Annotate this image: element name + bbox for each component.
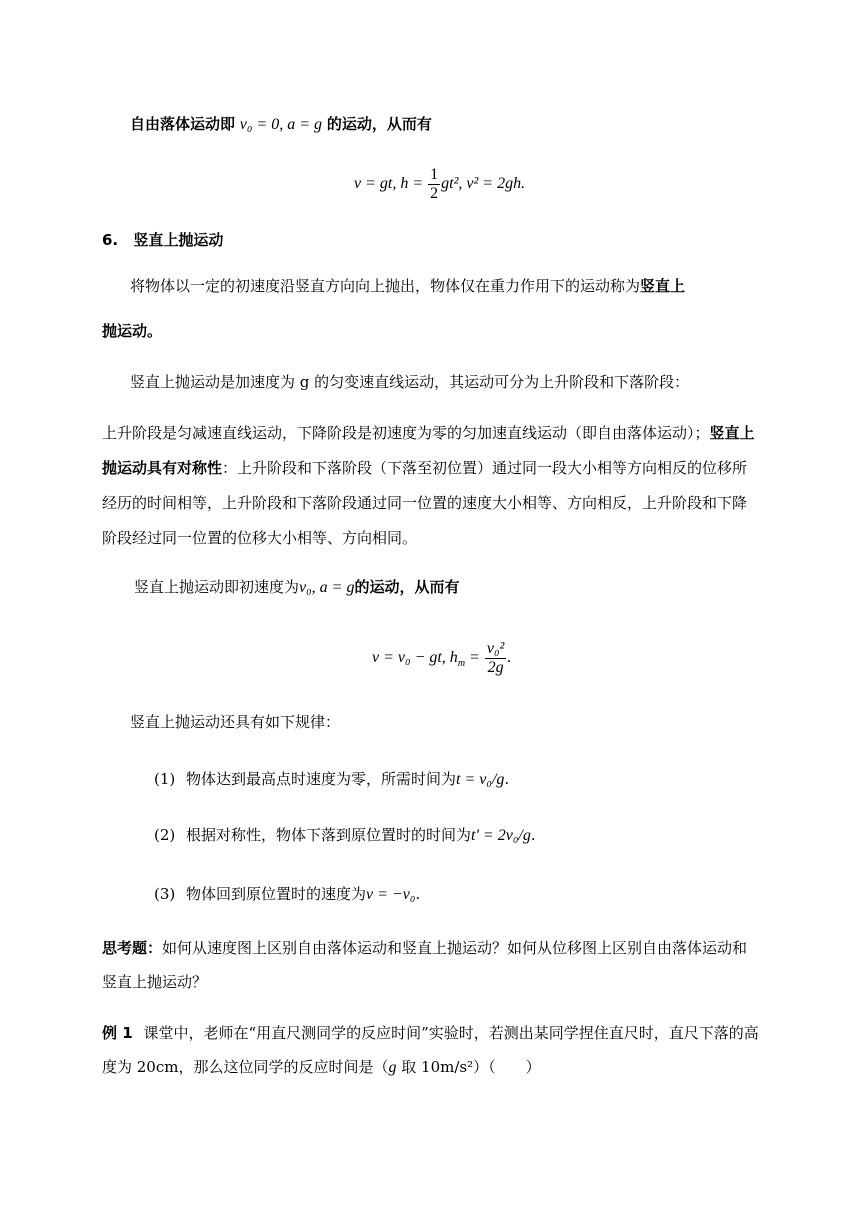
example-g: g <box>388 1059 397 1076</box>
motion-description: 竖直上抛运动是加速度为 g 的匀变速直线运动，其运动可分为上升阶段和下落阶段： <box>130 373 690 391</box>
eq1-left: v = gt, h = <box>354 175 428 192</box>
think-question-line-1 <box>102 937 747 959</box>
rule-2 <box>154 824 536 847</box>
rule-1-number: (1) <box>154 770 176 788</box>
rule-2-math: t' = 2v₀/g <box>471 827 531 844</box>
rule-1-text: 物体达到最高点时速度为零，所需时间为 <box>186 770 457 788</box>
free-fall-bold-text: 自由落体运动即 <box>130 115 236 133</box>
definition-line-2: 抛运动。 <box>102 322 163 340</box>
vertical-throw-equation <box>372 636 511 686</box>
eq2-fraction <box>485 640 506 677</box>
rule-3-math: v = −v₀ <box>366 886 416 903</box>
rules-intro: 竖直上抛运动还具有如下规律： <box>130 713 341 731</box>
example-text-1: 课堂中，老师在“用直尺测同学的反应时间”实验时，若测出某同学捏住直尺时，直尺下落的高 <box>143 1024 759 1042</box>
rule-3 <box>154 883 420 906</box>
definition-line-1 <box>130 275 685 297</box>
rule-2-end: . <box>530 826 536 844</box>
rule-3-number: (3) <box>154 885 176 903</box>
definition-bold-1: 竖直上 <box>640 277 686 295</box>
vertical-throw-math: v₀, a = g <box>299 579 355 596</box>
eq2-frac-num: v₀² <box>486 639 505 657</box>
example-label: 例 1 <box>102 1024 133 1042</box>
rule-3-end: . <box>415 885 421 903</box>
free-fall-tail: 的运动，从而有 <box>326 115 432 133</box>
vertical-throw-line <box>134 576 460 599</box>
section-title: 竖直上抛运动 <box>133 231 224 249</box>
rule-1 <box>154 768 509 791</box>
eq1-frac-den: 2 <box>430 184 439 202</box>
eq1-frac-num: 1 <box>430 165 439 183</box>
example-line-1 <box>102 1022 759 1044</box>
rule-3-text: 物体回到原位置时的速度为 <box>186 885 367 903</box>
rule-2-number: (2) <box>154 826 176 844</box>
think-question-line-2: 竖直上抛运动？ <box>102 973 208 991</box>
section-heading <box>102 229 223 251</box>
eq1-fraction <box>428 166 440 203</box>
example-text-2a: 度为 20cm，那么这位同学的反应时间是（ <box>102 1058 389 1076</box>
eq2-sub: m <box>457 658 466 670</box>
eq2-frac-den: 2g <box>487 658 504 676</box>
free-fall-line <box>130 113 432 136</box>
eq2-eq: = <box>465 649 484 666</box>
eq2-left: v = v₀ − gt, h <box>372 649 458 666</box>
symmetry-bold-2: 抛运动具有对称性 <box>102 459 223 477</box>
think-text-1: 如何从速度图上区别自由落体运动和竖直上抛运动？如何从位移图上区别自由落体运动和 <box>162 939 748 957</box>
symmetry-line-2 <box>102 457 747 479</box>
vertical-throw-text: 竖直上抛运动即初速度为 <box>134 578 300 596</box>
symmetry-line-1 <box>102 422 755 444</box>
rule-1-math: t = v₀/g <box>456 771 505 788</box>
free-fall-condition-math: v₀ = 0, a = g <box>239 116 323 133</box>
think-label: 思考题： <box>102 939 163 957</box>
rule-2-text: 根据对称性，物体下落到原位置时的时间为 <box>186 826 472 844</box>
free-fall-equation <box>354 162 525 206</box>
eq1-rest: gt², v² = 2gh. <box>441 175 526 192</box>
example-text-2b: 取 10m/s²）（ ） <box>396 1058 541 1076</box>
symmetry-line-4: 阶段经过同一位置的位移大小相等、方向相同。 <box>102 529 418 547</box>
vertical-throw-bold: 的运动，从而有 <box>354 578 460 596</box>
symmetry-line-3: 经历的时间相等，上升阶段和下落阶段通过同一位置的速度大小相等、方向相反，上升阶段和下降 <box>102 494 748 512</box>
example-line-2 <box>102 1056 541 1079</box>
symmetry-text-2: ：上升阶段和下落阶段（下落至初位置）通过同一段大小相等方向相反的位移所 <box>222 459 748 477</box>
section-number: 6. <box>102 231 119 249</box>
definition-text: 将物体以一定的初速度沿竖直方向向上抛出，物体仅在重力作用下的运动称为 <box>130 277 641 295</box>
symmetry-bold-1: 竖直上 <box>709 424 755 442</box>
symmetry-text-1: 上升阶段是匀减速直线运动，下降阶段是初速度为零的匀加速直线运动（即自由落体运动）； <box>102 424 710 442</box>
rule-1-end: . <box>504 770 510 788</box>
eq2-end: . <box>507 649 512 666</box>
